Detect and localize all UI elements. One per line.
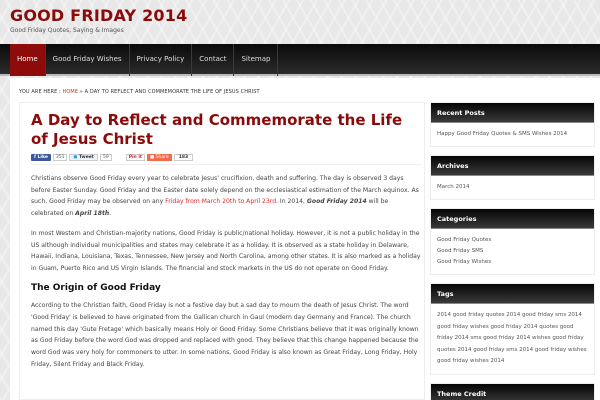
breadcrumb: [19, 89, 260, 95]
site-tagline: Good Friday Quotes, Saying & Images: [10, 27, 124, 34]
tag-link[interactable]: good friday wishes 2014: [437, 358, 505, 364]
category-link[interactable]: Good Friday Wishes: [437, 259, 492, 265]
nav-good-friday-wishes[interactable]: Good Friday Wishes: [46, 44, 130, 76]
tag-link[interactable]: good friday 2014 sms: [437, 323, 574, 341]
widget-recent-posts: [430, 102, 595, 147]
paragraph-1: Christians observe Good Friday every year to celebrate Jesus' crucifixion, death and suffering. The day is observed 3 days before Easter Sunday. Good Friday and the Easter date solely depend on the ecclesiastical estimation of the March equinox. As such, Good Friday may be observed on any Friday from March 20th to April 23rd. In 2014, Good Friday 2014 will be celebrated on April 18th.: [31, 175, 419, 218]
widget-title: Theme Credit: [431, 384, 594, 400]
post-body: [31, 173, 421, 379]
widget-title: Archives: [431, 156, 594, 176]
tweet-count: 59: [100, 154, 112, 161]
tag-cloud: [431, 304, 594, 374]
post-article: [19, 102, 425, 400]
breadcrumb-home-link[interactable]: HOME: [62, 89, 79, 95]
share-icon: ■: [150, 154, 156, 160]
widget-theme-credit: [430, 383, 595, 400]
widget-archives: [430, 155, 595, 200]
site-title[interactable]: GOOD FRIDAY 2014: [10, 6, 188, 25]
widget-tags: [430, 283, 595, 375]
tag-link[interactable]: 2014 good friday wishes: [437, 312, 582, 330]
site-header: [0, 0, 600, 43]
archive-link[interactable]: March 2014: [437, 184, 470, 190]
main-nav: [0, 44, 600, 76]
breadcrumb-separator: »: [78, 89, 85, 95]
widget-title: Recent Posts: [431, 103, 594, 123]
tag-link[interactable]: 2014 good friday quotes: [437, 312, 505, 318]
tweet-button[interactable]: ● Tweet: [69, 154, 98, 161]
widget-categories: [430, 208, 595, 275]
category-link[interactable]: Good Friday SMS: [437, 248, 484, 254]
like-count: 351: [53, 154, 68, 161]
tag-link[interactable]: good friday 2014 wishes: [483, 335, 551, 341]
facebook-icon: f: [34, 154, 38, 160]
paragraph-3: According to the Christian faith, Good Friday is not a festive day but a sad day to mourn the death of Jesus Christ. The word 'Good Friday' is believed to have originated from the Gallican church in Gaul (modern day Germany and France). The church named this day 'Gute Fretage' which basically means Holy or Good Friday. Some Christians believe that it was originally known as God Friday before the word God was dropped and replaced with good. They believe that this change happened because the word God was very holy for commoners to utter. In some nations, Good Friday is also known as Great Friday, Long Friday, Holy Friday, Silent Friday and Black Friday.: [31, 302, 419, 368]
facebook-like-button[interactable]: f Like: [31, 154, 51, 161]
tag-link[interactable]: 2014 good friday sms: [506, 312, 567, 318]
category-link[interactable]: Good Friday Quotes: [437, 237, 492, 243]
tag-link[interactable]: good friday sms 2014: [473, 346, 534, 353]
paragraph-2: In most Western and Christian-majority nations, Good Friday is public/national holiday. However, it is not a public holiday in the US although individual municipalities and states may celebrate it as a holiday. It is observed as a state holiday in Delaware, Hawaii, Indiana, Louisiana, Texas, Tennessee, New Jersey and North Carolina, among other states. It is also marked as a holiday in Guam, Puerto Rico and US Virgin Islands. The financial and stock markets in the US do not operate on Good Friday.: [31, 229, 421, 272]
tag-link[interactable]: good friday 2014 quotes: [490, 323, 558, 330]
nav-privacy-policy[interactable]: Privacy Policy: [130, 44, 193, 76]
tag-link[interactable]: good friday quotes 2014: [437, 335, 584, 353]
section-heading: The Origin of Good Friday: [31, 282, 161, 293]
twitter-bird-icon: ●: [73, 154, 79, 160]
tag-link[interactable]: good friday wishes: [534, 346, 587, 353]
pin-it-button[interactable]: Pin it: [126, 154, 145, 161]
breadcrumb-current: A DAY TO REFLECT AND COMMEMORATE THE LIFE OF JESUS CHRIST: [84, 89, 260, 95]
breadcrumb-prefix: YOU ARE HERE :: [19, 89, 63, 95]
share-bar: [31, 152, 193, 162]
widget-title: Categories: [431, 209, 594, 229]
nav-sitemap[interactable]: Sitemap: [234, 44, 278, 76]
date-range-link[interactable]: Friday from March 20th to April 23rd: [165, 198, 277, 206]
widget-title: Tags: [431, 284, 594, 304]
sidebar: [430, 102, 595, 400]
post-title: A Day to Reflect and Commemorate the Life of Jesus Christ: [31, 111, 403, 148]
recent-post-link[interactable]: Happy Good Friday Quotes & SMS Wishes 2014: [437, 131, 568, 137]
title-divider: [31, 164, 421, 165]
share-count: 183: [174, 154, 193, 161]
nav-contact[interactable]: Contact: [192, 44, 234, 76]
nav-home[interactable]: Home: [10, 44, 46, 76]
share-button[interactable]: ■ Share: [147, 154, 172, 161]
